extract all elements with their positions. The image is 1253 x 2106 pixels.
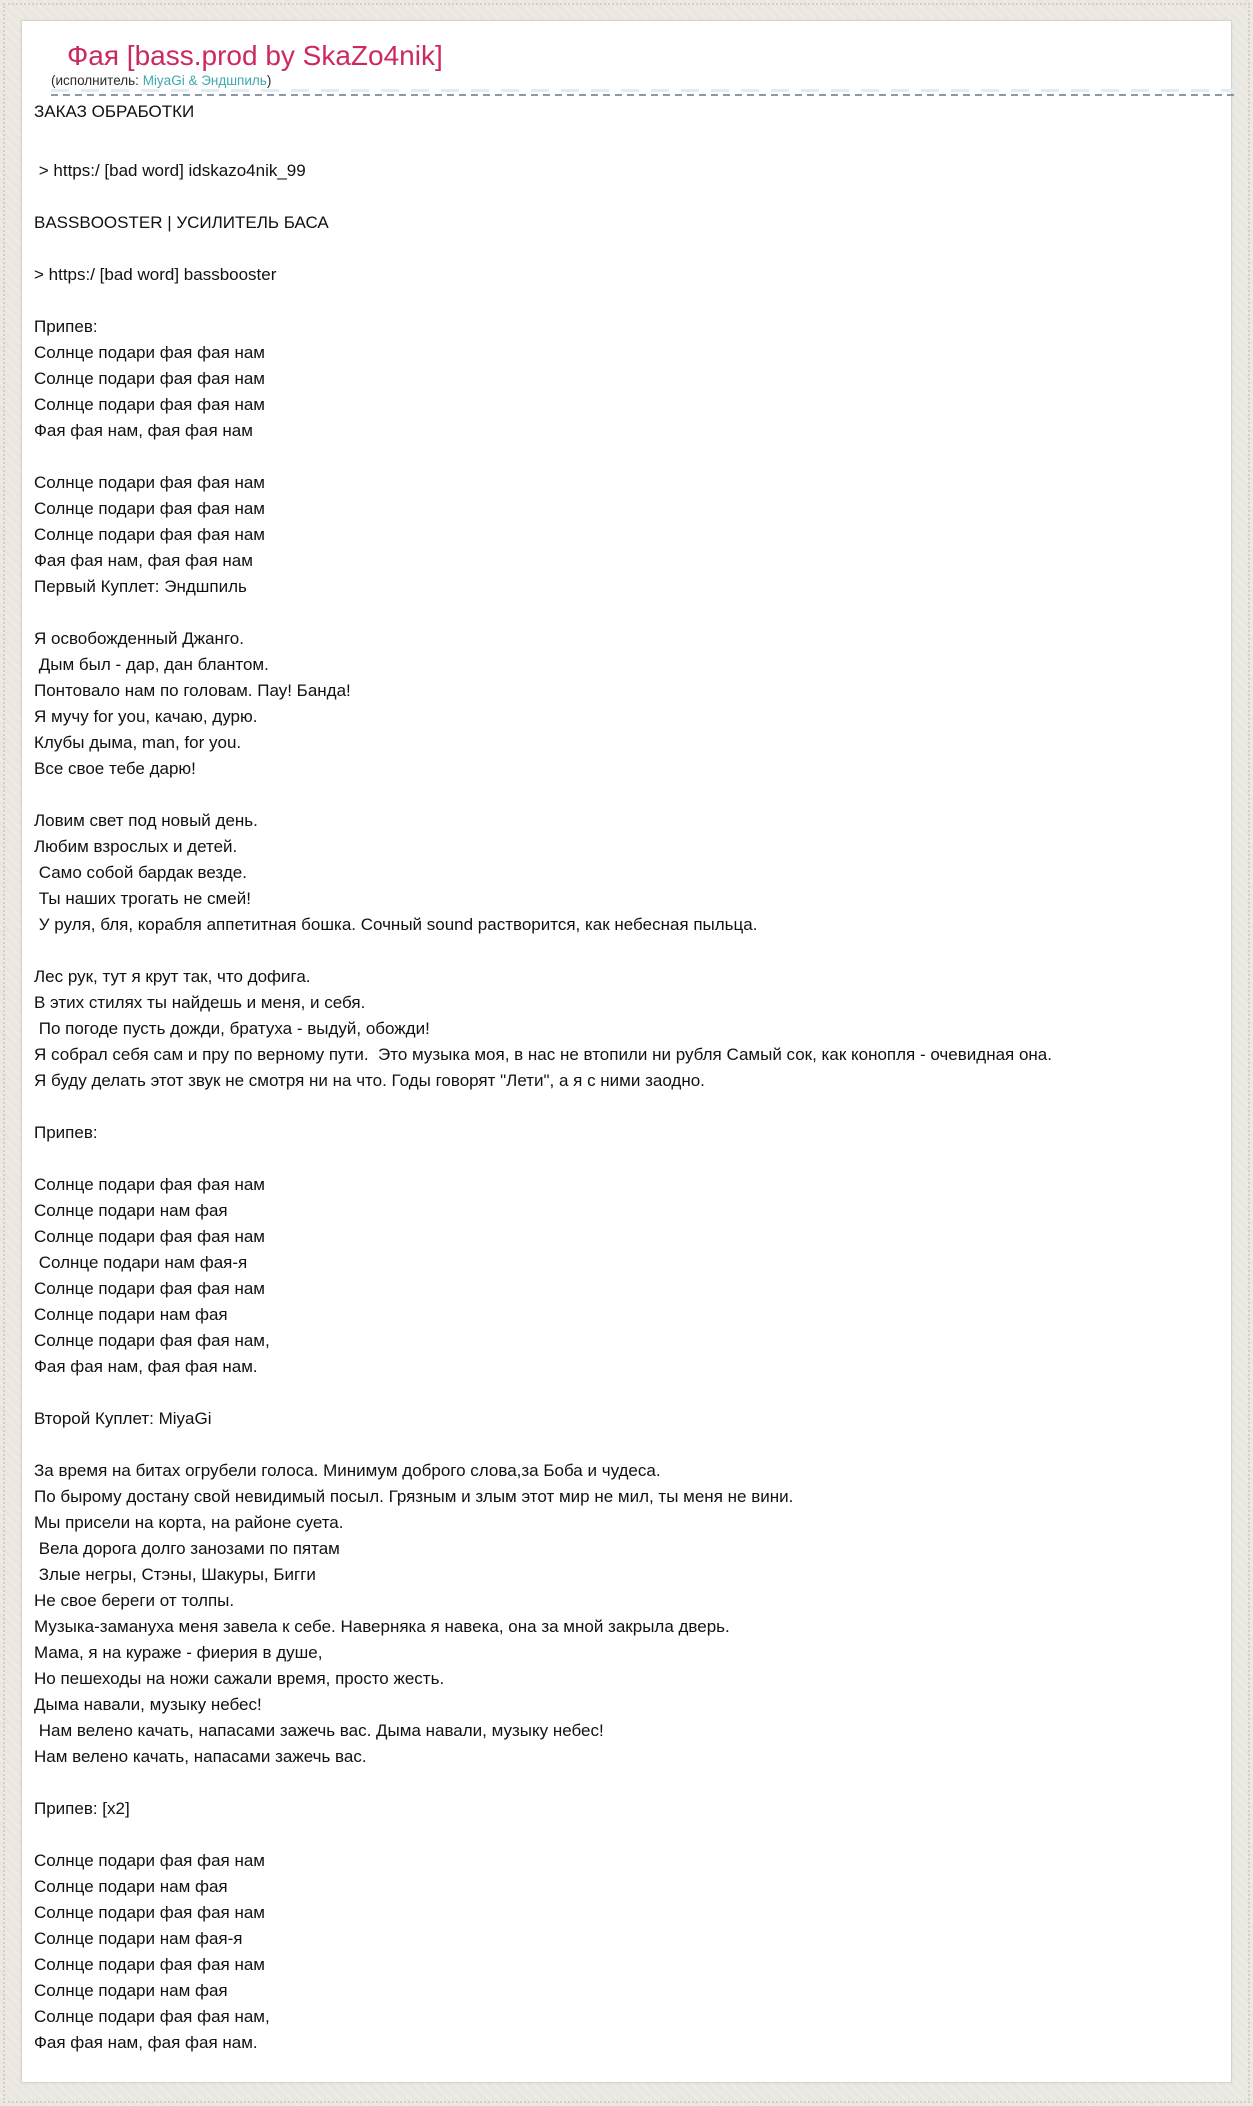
lyrics-line: Фая фая нам, фая фая нам: [34, 551, 253, 570]
lyrics-line: Мама, я на кураже - фиерия в душе,: [34, 1643, 323, 1662]
lyrics-line: Дым был - дар, дан блантом.: [34, 655, 269, 674]
lyrics-line: [34, 600, 1221, 626]
lyrics-line: Припев:: [34, 1123, 98, 1142]
lyrics-line: [34, 444, 1221, 470]
lyrics-line: Первый Куплет: Эндшпиль: [34, 577, 247, 596]
lyrics-line: ЗАКАЗ ОБРАБОТКИ: [34, 102, 195, 121]
lyrics-line: Солнце подари фая фая нам,: [34, 1331, 270, 1350]
lyrics-line: Солнце подари фая фая нам,: [34, 2007, 270, 2026]
lyrics-line: [34, 236, 1221, 262]
lyrics-line: [34, 1380, 1221, 1406]
lyrics-line: Я мучу for you, качаю, дурю.: [34, 707, 258, 726]
artist-label-suffix: ): [266, 73, 272, 88]
lyrics-line: Вела дорога долго занозами по пятам: [34, 1539, 340, 1558]
lyrics-line: Мы присели на корта, на районе суета.: [34, 1513, 344, 1532]
lyrics-line: Я собрал себя сам и пру по верному пути. Это музыка моя, в нас не втопили ни рубля Самый сок, как конопля - очевидная она.: [34, 1045, 1052, 1064]
lyrics-line: Солнце подари нам фая-я: [34, 1253, 248, 1272]
lyrics-line: [34, 1094, 1221, 1120]
lyrics-line: [34, 132, 1221, 158]
lyrics-line: Фая фая нам, фая фая нам.: [34, 1357, 258, 1376]
lyrics-line: Любим взрослых и детей.: [34, 837, 238, 856]
lyrics-line: Фая фая нам, фая фая нам: [34, 421, 253, 440]
lyrics-line: Солнце подари фая фая нам: [34, 1955, 265, 1974]
lyrics-line: Дыма навали, музыку небес!: [34, 1695, 262, 1714]
lyrics-line: [34, 1770, 1221, 1796]
lyrics-line: Лес рук, тут я крут так, что дофига.: [34, 967, 311, 986]
lyrics-line: По бырому достану свой невидимый посыл. Грязным и злым этот мир не мил, ты меня не вини.: [34, 1487, 794, 1506]
lyrics-line: [34, 1146, 1221, 1172]
lyrics-line: Солнце подари фая фая нам: [34, 1227, 265, 1246]
lyrics-line: Не свое береги от толпы.: [34, 1591, 235, 1610]
lyrics-line: > https:/ [bad word] idskazo4nik_99: [34, 161, 306, 180]
lyrics-line: BASSBOOSTER | УСИЛИТЕЛЬ БАСА: [34, 213, 329, 232]
lyrics-line: Само собой бардак везде.: [34, 863, 247, 882]
lyrics-line: Солнце подари нам фая: [34, 1877, 228, 1896]
lyrics-line: Солнце подари нам фая: [34, 1305, 228, 1324]
lyrics-line: [34, 1432, 1221, 1458]
lyrics-line: Клубы дыма, man, for you.: [34, 733, 242, 752]
artist-label: (исполнитель:: [51, 73, 143, 88]
lyrics-line: В этих стилях ты найдешь и меня, и себя.: [34, 993, 366, 1012]
lyrics-line: За время на битах огрубели голоса. Минимум доброго слова,за Боба и чудеса.: [34, 1461, 661, 1480]
lyrics-line: Солнце подари фая фая нам: [34, 525, 265, 544]
lyrics-line: Но пешеходы на ножи сажали время, просто жесть.: [34, 1669, 445, 1688]
lyrics-line: [34, 288, 1221, 314]
lyrics-line: Музыка-замануха меня завела к себе. Наверняка я навека, она за мной закрыла дверь.: [34, 1617, 730, 1636]
page-title: Фая [bass.prod by SkaZo4nik]: [67, 40, 443, 71]
lyrics-line: По погоде пусть дожди, братуха - выдуй, обожди!: [34, 1019, 430, 1038]
lyrics-line: Все свое тебе дарю!: [34, 759, 196, 778]
lyrics-line: Солнце подари фая фая нам: [34, 1175, 265, 1194]
lyrics-text: [22, 99, 1231, 2056]
lyrics-line: Понтовало нам по головам. Пау! Банда!: [34, 681, 351, 700]
song-header: [22, 21, 1231, 88]
lyrics-line: Припев: [x2]: [34, 1799, 130, 1818]
lyrics-line: Солнце подари нам фая-я: [34, 1929, 243, 1948]
lyrics-line: [34, 938, 1221, 964]
lyrics-line: Солнце подари фая фая нам: [34, 395, 265, 414]
lyrics-line: [34, 184, 1221, 210]
lyrics-line: > https:/ [bad word] bassbooster: [34, 265, 277, 284]
lyrics-line: Солнце подари нам фая: [34, 1201, 228, 1220]
lyrics-line: У руля, бля, корабля аппетитная бошка. Сочный sound растворится, как небесная пыльца.: [34, 915, 758, 934]
lyrics-line: Солнце подари нам фая: [34, 1981, 228, 2000]
lyrics-line: Ты наших трогать не смей!: [34, 889, 251, 908]
lyrics-card: [21, 20, 1232, 2083]
lyrics-line: Я освобожденный Джанго.: [34, 629, 244, 648]
lyrics-line: Солнце подари фая фая нам: [34, 499, 265, 518]
lyrics-line: Солнце подари фая фая нам: [34, 1279, 265, 1298]
lyrics-line: Нам велено качать, напасами зажечь вас.: [34, 1747, 367, 1766]
lyrics-line: [34, 782, 1221, 808]
lyrics-line: Солнце подари фая фая нам: [34, 369, 265, 388]
artist-link[interactable]: MiyaGi & Эндшпиль: [142, 73, 267, 88]
lyrics-line: Нам велено качать, напасами зажечь вас. Дыма навали, музыку небес!: [34, 1721, 604, 1740]
header-divider: [51, 89, 1237, 96]
artist-line: [51, 73, 1201, 88]
lyrics-line: Солнце подари фая фая нам: [34, 473, 265, 492]
lyrics-line: Второй Куплет: MiyaGi: [34, 1409, 212, 1428]
lyrics-line: [34, 1822, 1221, 1848]
lyrics-line: Ловим свет под новый день.: [34, 811, 258, 830]
lyrics-line: Фая фая нам, фая фая нам.: [34, 2033, 258, 2052]
lyrics-line: Я буду делать этот звук не смотря ни на что. Годы говорят "Лети", а я с ними заодно.: [34, 1071, 705, 1090]
lyrics-line: Солнце подари фая фая нам: [34, 1903, 265, 1922]
lyrics-line: Солнце подари фая фая нам: [34, 1851, 265, 1870]
lyrics-line: Припев:: [34, 317, 98, 336]
lyrics-line: Солнце подари фая фая нам: [34, 343, 265, 362]
lyrics-line: Злые негры, Стэны, Шакуры, Бигги: [34, 1565, 316, 1584]
